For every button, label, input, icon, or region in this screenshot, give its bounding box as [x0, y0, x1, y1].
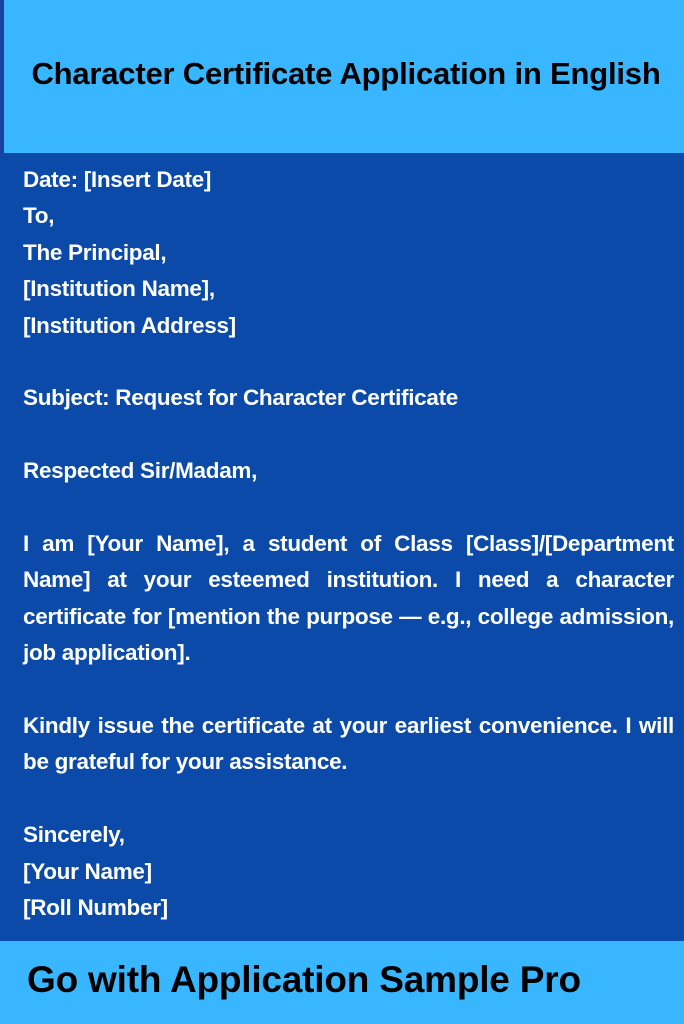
- spacer: [23, 781, 674, 817]
- letter-roll-number: [Roll Number]: [23, 895, 168, 921]
- letter-paragraph-1: I am [Your Name], a student of Class [Class]/[Department Name] at your esteemed institution. I need a character certificate for [mention the purpose — e.g., college admission, job application].: [23, 531, 674, 666]
- page-title: Character Certificate Application in English: [31, 56, 661, 91]
- spacer: [23, 490, 674, 526]
- footer-banner: [0, 941, 684, 1024]
- letter-to: To,: [23, 203, 55, 229]
- letter-closing: Sincerely,: [23, 822, 125, 848]
- spacer: [23, 344, 674, 380]
- letter-salutation: Respected Sir/Madam,: [23, 458, 258, 484]
- letter-recipient: The Principal,: [23, 239, 167, 265]
- footer-text: Go with Application Sample Pro: [27, 959, 581, 1000]
- letter-institution-name: [Institution Name],: [23, 276, 215, 302]
- letter-subject: Subject: Request for Character Certificate: [23, 385, 459, 411]
- letter-date: Date: [Insert Date]: [23, 167, 212, 192]
- letter-sender-name: [Your Name]: [23, 858, 152, 884]
- spacer: [23, 672, 674, 708]
- spacer: [23, 417, 674, 453]
- letter-paragraph-2: Kindly issue the certificate at your earliest convenience. I will be grateful for your assistance.: [23, 713, 674, 775]
- letter-body: [23, 162, 674, 926]
- header-banner: [0, 0, 684, 153]
- letter-institution-address: [Institution Address]: [23, 312, 236, 338]
